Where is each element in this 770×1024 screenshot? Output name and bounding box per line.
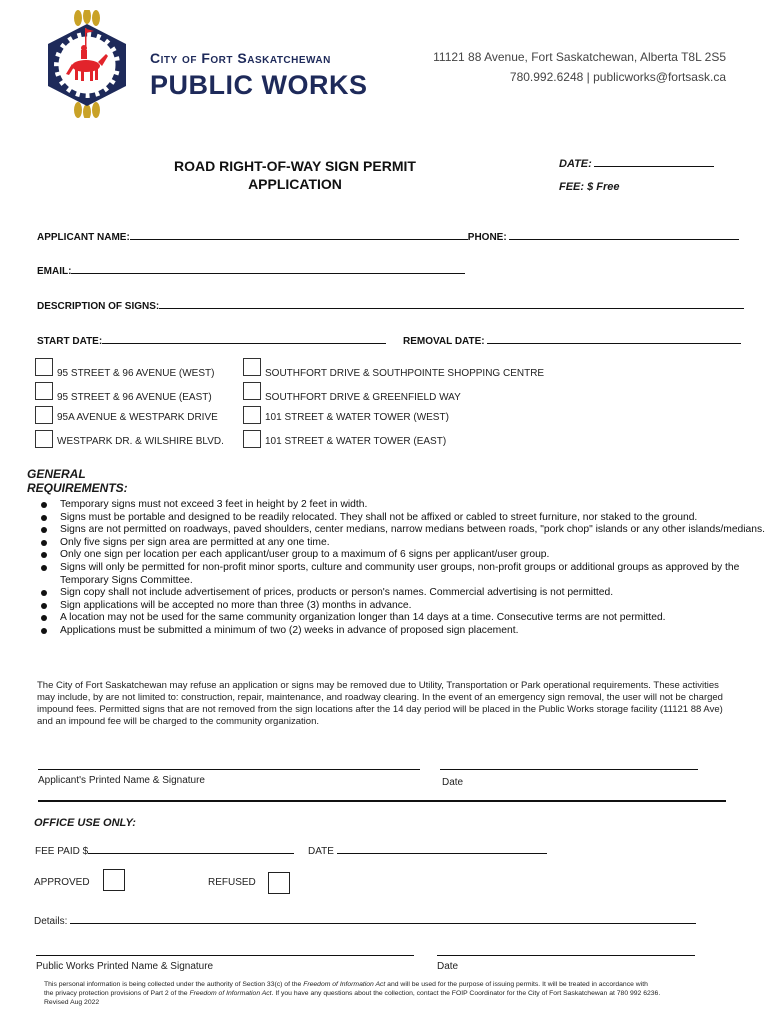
description-label: DESCRIPTION OF SIGNS: <box>37 301 160 312</box>
requirement-item: Signs must be portable and designed to be readily relocated. They shall not be affixed or cabled to street furniture, nor staked to the ground. <box>38 512 768 525</box>
office-date-field[interactable] <box>337 844 547 854</box>
removal-date-label: REMOVAL DATE: <box>402 336 485 347</box>
pw-signature-label: Public Works Printed Name & Signature <box>36 961 214 972</box>
city-name: City of Fort Saskatchewan <box>150 50 331 66</box>
privacy-line-1 <box>44 980 734 989</box>
applicant-signature-label: Applicant's Printed Name & Signature <box>38 775 205 786</box>
applicant-date-label: Date <box>442 777 464 788</box>
location-checkbox[interactable] <box>35 430 53 448</box>
form-title <box>150 157 440 193</box>
city-logo <box>40 10 136 118</box>
privacy-text: the privacy protection provisions of Part 2 of the <box>44 990 190 997</box>
contact-info: 780.992.6248 | publicworks@fortsask.ca <box>509 70 726 84</box>
locations-right <box>243 358 563 458</box>
refused-checkbox[interactable] <box>268 872 290 894</box>
requirement-item: Only five signs per sign area are permitted at any one time. <box>38 537 768 550</box>
email-row <box>37 264 465 277</box>
locations-left <box>35 358 245 458</box>
requirement-item: A location may not be used for the same community organization longer than 14 days at a time. Consecutive terms are not permitted. <box>38 612 768 625</box>
applicant-name-field[interactable] <box>130 230 468 240</box>
requirement-item: Sign applications will be accepted no more than three (3) months in advance. <box>38 600 768 613</box>
location-label: 95 STREET & 96 AVENUE (WEST) <box>57 368 215 379</box>
pw-signature-line[interactable] <box>36 955 414 956</box>
fee-label: FEE: $ Free <box>559 181 620 193</box>
location-checkbox[interactable] <box>35 382 53 400</box>
refused-label: REFUSED <box>208 877 256 888</box>
privacy-notice <box>44 980 734 1007</box>
dates-row <box>37 334 741 347</box>
applicant-name-label: APPLICANT NAME: <box>37 232 130 243</box>
date-fee-block <box>559 156 714 193</box>
office-date-label: DATE <box>308 846 334 857</box>
approved-label: APPROVED <box>34 877 90 888</box>
form-title-line2: APPLICATION <box>248 176 342 192</box>
act-name: Freedom of Information Act <box>189 990 272 997</box>
phone-field[interactable] <box>509 230 739 240</box>
approved-checkbox[interactable] <box>103 869 125 891</box>
privacy-line-2 <box>44 989 734 998</box>
requirements-list <box>38 499 768 638</box>
requirement-item: Applications must be submitted a minimum of two (2) weeks in advance of proposed sign placement. <box>38 625 768 638</box>
location-checkbox[interactable] <box>35 358 53 376</box>
section-divider <box>38 800 726 802</box>
address: 11121 88 Avenue, Fort Saskatchewan, Alberta T8L 2S5 <box>433 50 726 64</box>
location-checkbox[interactable] <box>243 406 261 424</box>
disclaimer-text: The City of Fort Saskatchewan may refuse an application or signs may be removed due to Utility, Transportation or Park operational requirements. These activities may include, by are not limited to: construction, repair, maintenance, and roadway clearing. In the event of an emergency sign removal, the user will not be charged impound fees. Permitted signs that are not removed from the sign locations after the 14 day period will be placed in the Public Works storage facility (11121 88 Ave) and an impound fee will be charged to the community organization. <box>37 680 723 727</box>
email-label: EMAIL: <box>37 266 72 277</box>
pw-date-label: Date <box>437 961 459 972</box>
description-field[interactable] <box>159 299 744 309</box>
location-label: 95 STREET & 96 AVENUE (EAST) <box>57 392 212 403</box>
email-field[interactable] <box>71 264 465 274</box>
location-checkbox[interactable] <box>35 406 53 424</box>
revision-date: Revised Aug 2022 <box>44 999 100 1006</box>
requirements-title-line2: REQUIREMENTS: <box>27 481 128 495</box>
start-date-field[interactable] <box>102 334 386 344</box>
details-row <box>34 914 696 927</box>
privacy-text: . If you have any questions about the collection, contact the FOIP Coordinator for the City of Fort Saskatchewan at 780 992 6236. <box>271 990 661 997</box>
location-label: 95A AVENUE & WESTPARK DRIVE <box>57 412 218 423</box>
requirement-item: Signs will only be permitted for non-profit minor sports, culture and community user groups, non-profit groups or additional groups as approved by the Temporary Signs Committee. <box>38 562 768 587</box>
requirement-item: Temporary signs must not exceed 3 feet in height by 2 feet in width. <box>38 499 768 512</box>
details-label: Details: <box>34 916 68 927</box>
location-checkbox[interactable] <box>243 430 261 448</box>
phone-label: PHONE: <box>467 232 507 243</box>
office-date-row <box>308 844 547 857</box>
location-label: WESTPARK DR. & WILSHIRE BLVD. <box>57 436 224 447</box>
fee-paid-label: FEE PAID $ <box>35 846 89 857</box>
location-checkbox[interactable] <box>243 358 261 376</box>
privacy-text: and will be used for the purpose of issuing permits. It will be treated in accordance with <box>385 981 648 988</box>
act-name: Freedom of Information Act <box>303 981 386 988</box>
pw-date-line[interactable] <box>437 955 695 956</box>
location-label: SOUTHFORT DRIVE & GREENFIELD WAY <box>265 392 461 403</box>
removal-date-field[interactable] <box>487 334 741 344</box>
requirement-item: Signs are not permitted on roadways, paved shoulders, center medians, narrow medians between roads, "pork chop" islands or any other islands/medians. <box>38 524 768 537</box>
fee-paid-row <box>35 844 294 857</box>
description-row <box>37 299 744 312</box>
location-label: 101 STREET & WATER TOWER (EAST) <box>265 436 447 447</box>
privacy-text: This personal information is being collected under the authority of Section 33(c) of the <box>44 981 304 988</box>
date-field[interactable] <box>594 156 714 167</box>
location-label: 101 STREET & WATER TOWER (WEST) <box>265 412 449 423</box>
requirements-title-line1: GENERAL <box>27 467 86 481</box>
requirements-title <box>27 467 128 495</box>
applicant-signature-line[interactable] <box>38 769 420 770</box>
applicant-name-row <box>37 230 739 243</box>
requirement-item: Only one sign per location per each applicant/user group to a maximum of 6 signs per applicant/user group. <box>38 549 768 562</box>
date-label: DATE: <box>559 158 592 170</box>
office-use-title: OFFICE USE ONLY: <box>34 817 136 829</box>
department-name: PUBLIC WORKS <box>150 70 368 100</box>
requirement-item: Sign copy shall not include advertisement of prices, products or person's names. Commercial advertising is not permitted. <box>38 587 768 600</box>
start-date-label: START DATE: <box>37 336 103 347</box>
details-field[interactable] <box>70 914 696 924</box>
location-checkbox[interactable] <box>243 382 261 400</box>
applicant-date-line[interactable] <box>440 769 698 770</box>
fee-paid-field[interactable] <box>88 844 294 854</box>
location-label: SOUTHFORT DRIVE & SOUTHPOINTE SHOPPING CENTRE <box>265 368 545 379</box>
form-title-line1: ROAD RIGHT-OF-WAY SIGN PERMIT <box>174 158 416 174</box>
